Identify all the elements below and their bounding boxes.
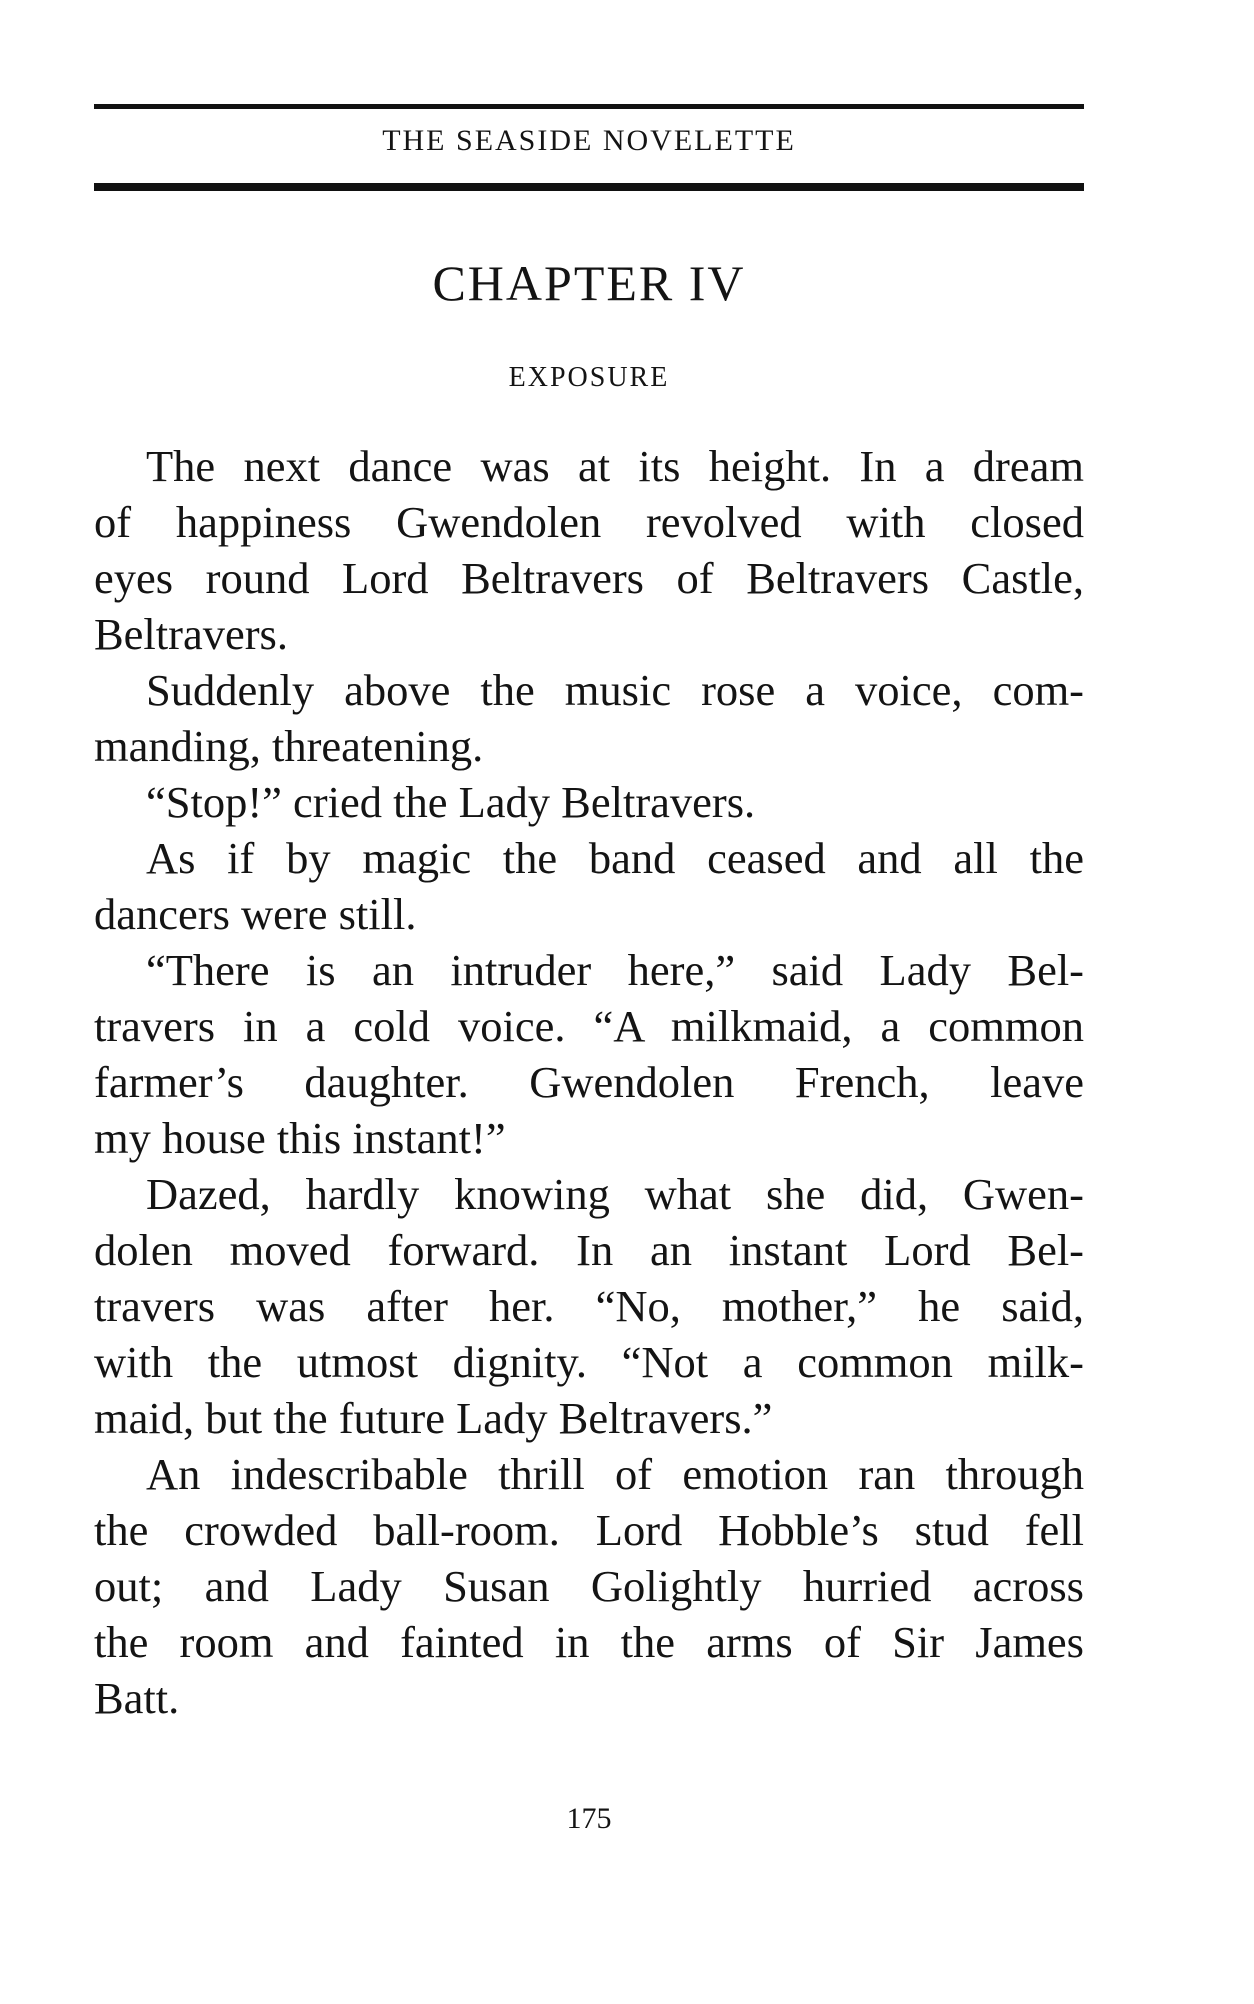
text-line: An indescribable thrill of emotion ran through: [146, 1449, 1084, 1499]
chapter-subtitle: EXPOSURE: [508, 362, 670, 393]
text-line: Dazed, hardly knowing what she did, Gwen-: [146, 1169, 1084, 1219]
running-head: THE SEASIDE NOVELETTE: [382, 124, 796, 157]
text-line: my house this instant!”: [94, 1113, 506, 1163]
page-number: 175: [566, 1802, 612, 1835]
text-line: manding, threatening.: [94, 721, 484, 771]
text-line: out; and Lady Susan Golightly hurried across: [94, 1561, 1084, 1611]
body-text: [94, 438, 1084, 1726]
text-line: Suddenly above the music rose a voice, com-: [146, 665, 1084, 715]
text-line: travers was after her. “No, mother,” he said,: [94, 1281, 1084, 1331]
chapter-title: CHAPTER IV: [432, 255, 746, 311]
text-line: the room and fainted in the arms of Sir James: [94, 1617, 1084, 1667]
text-line: the crowded ball-room. Lord Hobble’s stud fell: [94, 1505, 1084, 1555]
text-line: Beltravers.: [94, 609, 288, 659]
text-line: “There is an intruder here,” said Lady Bel-: [146, 945, 1084, 995]
text-line: of happiness Gwendolen revolved with closed: [94, 497, 1084, 547]
text-line: dolen moved forward. In an instant Lord Bel-: [94, 1225, 1084, 1275]
header-bottom-rule: [94, 183, 1084, 191]
text-line: maid, but the future Lady Beltravers.”: [94, 1393, 773, 1443]
text-line: “Stop!” cried the Lady Beltravers.: [146, 777, 756, 827]
text-line: Batt.: [94, 1673, 180, 1723]
text-line: As if by magic the band ceased and all the: [146, 833, 1084, 883]
text-line: The next dance was at its height. In a dream: [146, 441, 1084, 491]
text-line: with the utmost dignity. “Not a common milk-: [94, 1337, 1084, 1387]
text-line: eyes round Lord Beltravers of Beltravers Castle,: [94, 553, 1084, 603]
text-line: dancers were still.: [94, 889, 417, 939]
text-line: farmer’s daughter. Gwendolen French, leave: [94, 1057, 1084, 1107]
header-top-rule: [94, 104, 1084, 109]
text-line: travers in a cold voice. “A milkmaid, a common: [94, 1001, 1084, 1051]
